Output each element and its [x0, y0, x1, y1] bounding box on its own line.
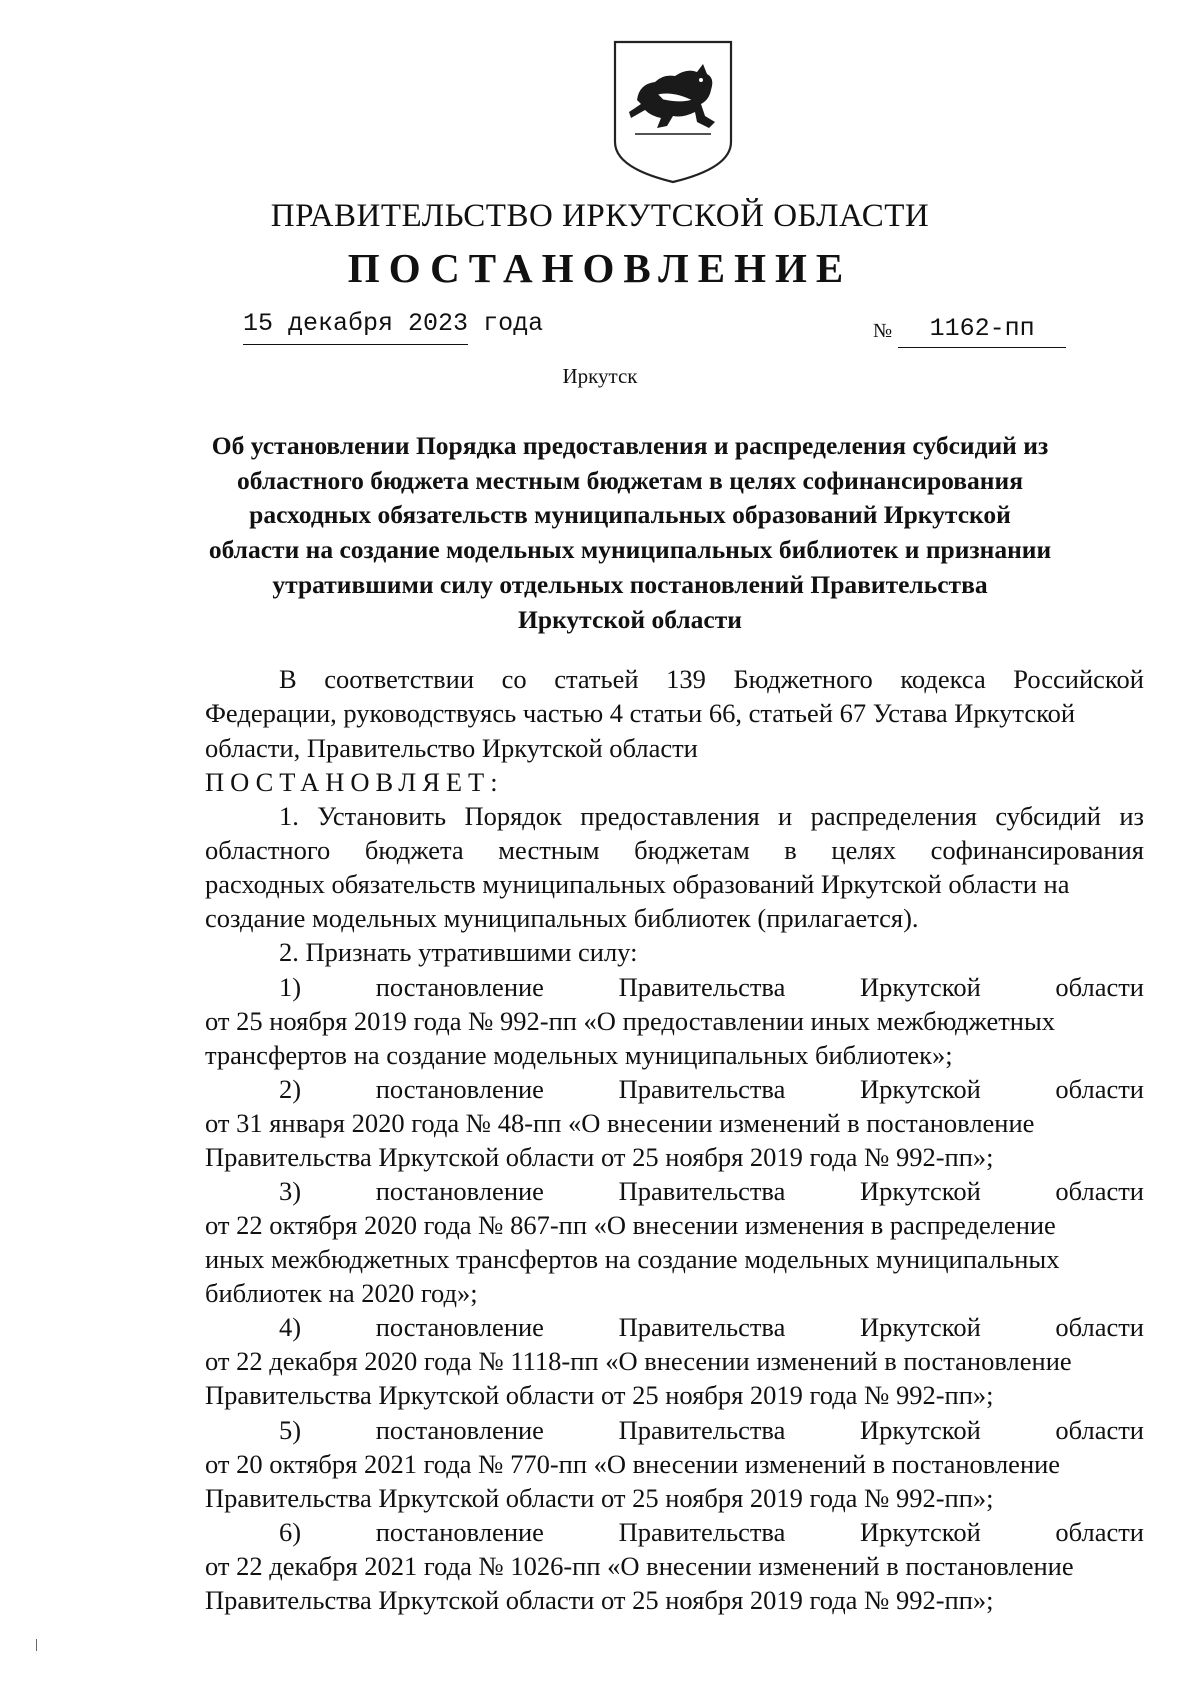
- point1-line: 1. Установить Порядок предоставления и распределения субсидий из: [279, 801, 1144, 831]
- repealed-item-line: от 25 ноября 2019 года № 992-пп «О предоставлении иных межбюджетных: [205, 1006, 1056, 1036]
- government-name: ПРАВИТЕЛЬСТВО ИРКУТСКОЙ ОБЛАСТИ: [270, 198, 930, 234]
- date-suffix: года: [483, 309, 544, 338]
- repealed-item-line: Правительства Иркутской области от 25 ноября 2019 года № 992-пп»;: [205, 1142, 994, 1172]
- preamble-line: области, Правительство Иркутской области: [205, 733, 698, 763]
- coat-of-arms-emblem: [611, 38, 735, 184]
- repealed-item-line: Правительства Иркутской области от 25 ноября 2019 года № 992-пп»;: [205, 1380, 994, 1410]
- repealed-item-line: от 22 октября 2020 года № 867-пп «О внесении изменения в распределение: [205, 1210, 1056, 1240]
- repealed-item-head: 6) постановление Правительства Иркутской области: [279, 1517, 1144, 1547]
- document-date: [243, 311, 543, 336]
- date-value: 15 декабря 2023: [243, 309, 468, 345]
- heading-line: расходных обязательств муниципальных образований Иркутской: [249, 500, 1011, 530]
- number-value: 1162-пп: [898, 316, 1066, 348]
- heading-line: области на создание модельных муниципальных библиотек и признании: [208, 535, 1052, 565]
- repealed-item-line: Правительства Иркутской области от 25 ноября 2019 года № 992-пп»;: [205, 1483, 994, 1513]
- repealed-item-line: трансфертов на создание модельных муниципальных библиотек»;: [205, 1040, 953, 1070]
- repealed-item-head: 1) постановление Правительства Иркутской области: [279, 972, 1144, 1002]
- heading-line: Иркутской области: [518, 604, 742, 634]
- repealed-item-head: 3) постановление Правительства Иркутской области: [279, 1176, 1144, 1206]
- point1-line: расходных обязательств муниципальных образований Иркутской области на: [205, 869, 1070, 899]
- repealed-item-line: от 22 декабря 2021 года № 1026-пп «О внесении изменений в постановление: [205, 1551, 1074, 1581]
- document-type: ПОСТАНОВЛЕНИЕ: [347, 245, 853, 291]
- heading-line: областного бюджета местным бюджетам в целях софинансирования: [237, 465, 1023, 495]
- repealed-item-head: 2) постановление Правительства Иркутской области: [279, 1074, 1144, 1104]
- scan-margin-mark: [36, 1639, 37, 1651]
- heading-line: утратившими силу отдельных постановлений Правительства: [272, 569, 988, 599]
- preamble-line: Федерации, руководствуясь частью 4 статьи 66, статьей 67 Устава Иркутской: [205, 698, 1076, 728]
- repealed-item-head: 5) постановление Правительства Иркутской области: [279, 1415, 1144, 1445]
- repealed-item-line: иных межбюджетных трансфертов на создание модельных муниципальных: [205, 1244, 1060, 1274]
- repealed-item-head: 4) постановление Правительства Иркутской области: [279, 1312, 1144, 1342]
- document-heading: [195, 429, 1065, 637]
- point1-line: областного бюджета местным бюджетам в целях софинансирования: [205, 835, 1144, 865]
- document-number: [873, 316, 1066, 348]
- document-city: Иркутск: [562, 364, 638, 388]
- point2-intro: 2. Признать утратившими силу:: [279, 937, 638, 967]
- resolves-word: ПОСТАНОВЛЯЕТ:: [205, 767, 504, 797]
- point1-line: создание модельных муниципальных библиотек (прилагается).: [205, 903, 919, 933]
- repealed-item-line: библиотек на 2020 год»;: [205, 1278, 478, 1308]
- preamble-line: В соответствии со статьей 139 Бюджетного кодекса Российской: [279, 664, 1144, 694]
- repealed-item-line: Правительства Иркутской области от 25 ноября 2019 года № 992-пп»;: [205, 1585, 994, 1615]
- repealed-item-line: от 31 января 2020 года № 48-пп «О внесении изменений в постановление: [205, 1108, 1035, 1138]
- repealed-item-line: от 20 октября 2021 года № 770-пп «О внесении изменений в постановление: [205, 1449, 1061, 1479]
- number-sign: №: [873, 320, 893, 342]
- heading-line: Об установлении Порядка предоставления и распределения субсидий из: [211, 431, 1049, 460]
- repealed-item-line: от 22 декабря 2020 года № 1118-пп «О внесении изменений в постановление: [205, 1346, 1072, 1376]
